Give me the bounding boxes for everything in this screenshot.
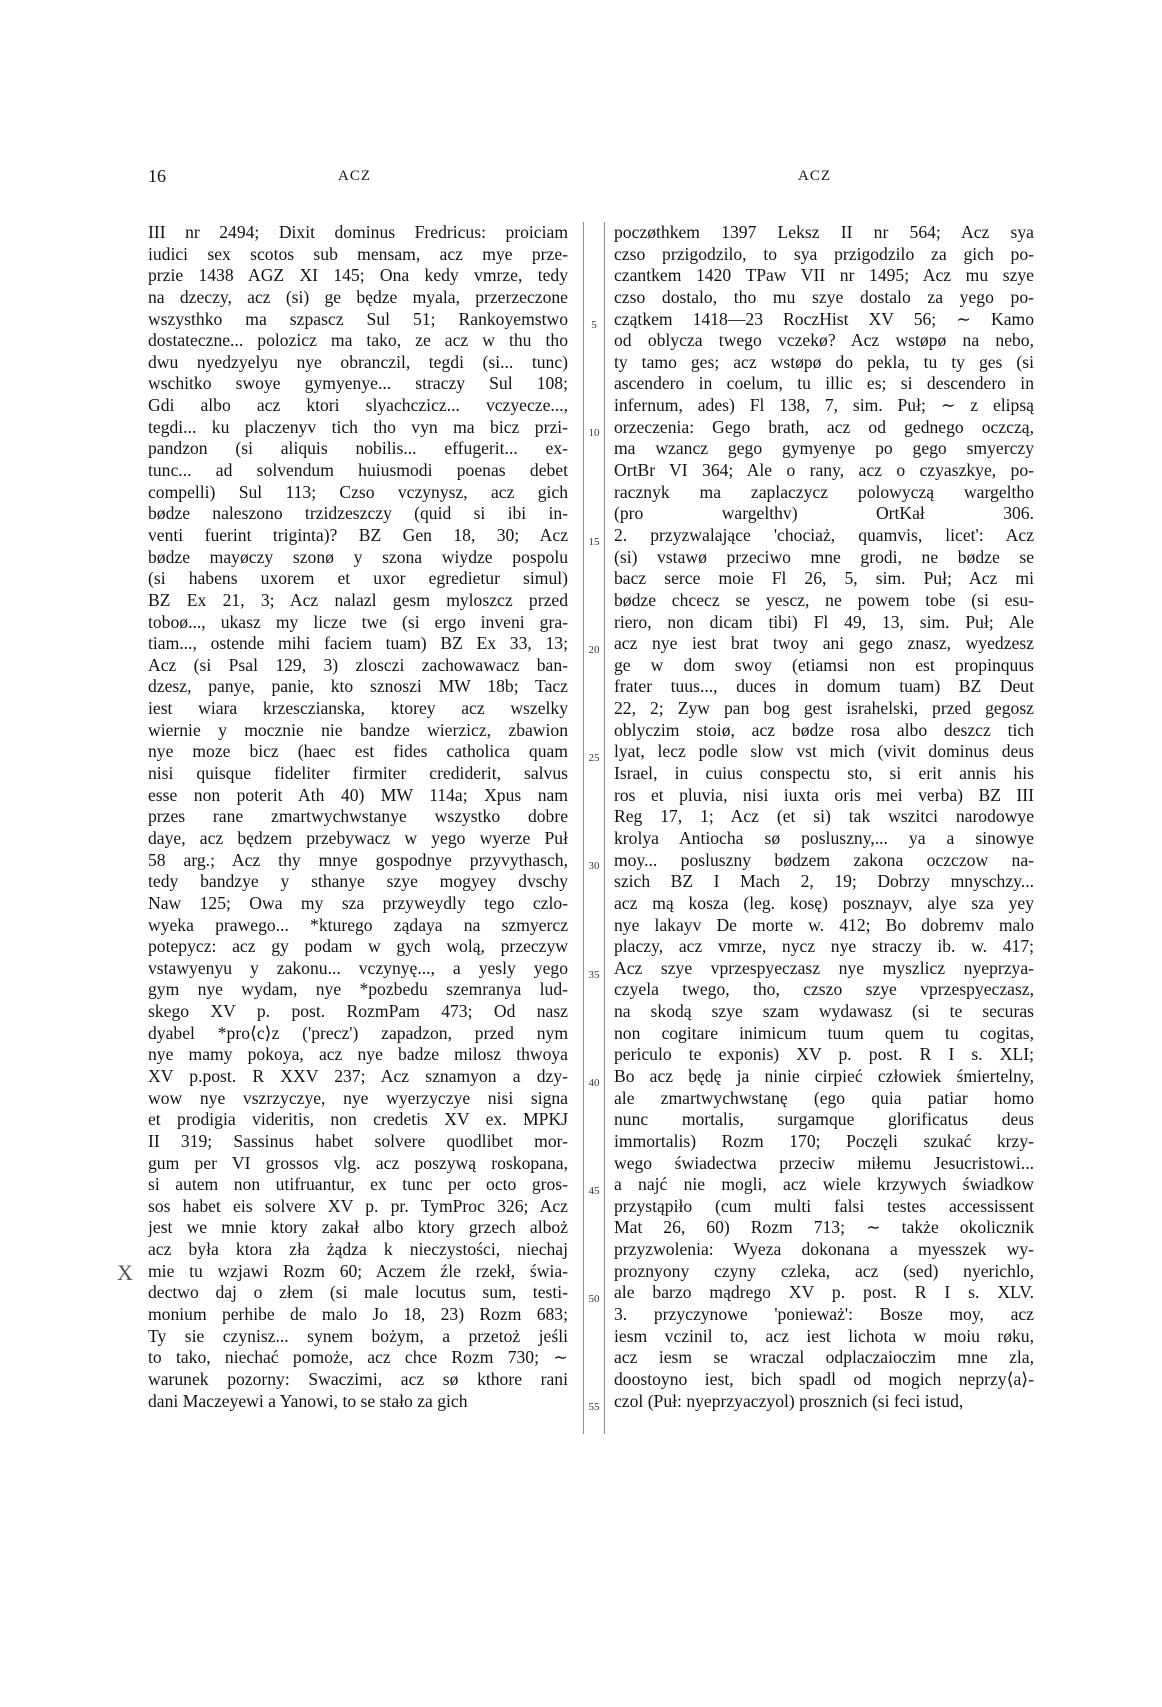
- text-line: skego XV p. post. RozmPam 473; Od nasz: [148, 1001, 568, 1022]
- text-line: III nr 2494; Dixit dominus Fredricus: proiciam: [148, 222, 568, 242]
- text-line: sos habet eis solvere XV p. pr. TymProc 326; Acz: [148, 1195, 568, 1216]
- text-line: et prodigia videritis, non credetis XV ex. MPKJ: [148, 1109, 568, 1130]
- line-number: 45: [588, 1185, 600, 1197]
- text-line: 2. przyzwalające 'chociaż, quamvis, licet': Acz: [614, 524, 1034, 545]
- text-line: czantkem 1420 TPaw VII nr 1495; Acz mu szye: [614, 265, 1034, 286]
- text-line: lyat, lecz podle slow vst mich (vivit dominus deus: [614, 741, 1034, 762]
- text-line: gum per VI grossos vlg. acz poszywą roskopana,: [148, 1152, 568, 1173]
- text-line: (si) vstawø przeciwo mne grodi, ne bødze se: [614, 546, 1034, 567]
- text-line: gym nye wydam, nye *pozbedu szemranya lud-: [148, 979, 568, 1000]
- text-line: szich BZ I Mach 2, 19; Dobrzy mnyschzy...: [614, 871, 1034, 892]
- line-number: 40: [588, 1077, 600, 1089]
- text-line: riero, non dicam tibi) Fl 49, 13, sim. Puł; Ale: [614, 611, 1034, 632]
- text-line: tedy bandzye y sthanye szye mogyey dvschy: [148, 871, 568, 892]
- text-line: dectwo daj o złem (si male locutus sum, testi-: [148, 1282, 568, 1303]
- text-line: 58 arg.; Acz thy mnye gospodnye przyvythasch,: [148, 849, 568, 870]
- text-line: czyela twego, tho, czszo szye vprzespyeczasz,: [614, 979, 1034, 1000]
- text-line: nye lakayv De morte w. 412; Bo dobremv malo: [614, 914, 1034, 935]
- text-line: nisi quisque fideliter firmiter crediderit, salvus: [148, 763, 568, 784]
- text-line: dani Maczeyewi a Yanowi, to se stało za gich: [148, 1390, 468, 1411]
- text-line: Mat 26, 60) Rozm 713; ∼ także okolicznik: [614, 1217, 1034, 1238]
- text-line: przie 1438 AGZ XI 145; Ona kedy vmrze, tedy: [148, 265, 568, 286]
- text-line: OrtBr VI 364; Ale o rany, acz o czyaszkye, po-: [614, 460, 1034, 481]
- text-line: (pro wargelthv) OrtKał 306.: [614, 503, 1034, 524]
- text-line: Reg 17, 1; Acz (et si) tak wszitci narodowye: [614, 806, 1034, 827]
- text-line: a najć nie mogli, acz wiele krzywych świadkow: [614, 1174, 1034, 1195]
- text-line: ros et pluvia, nisi iuxta oris mei verba) BZ III: [614, 784, 1034, 805]
- text-line: dostateczne... polozicz ma tako, ze acz w thu tho: [148, 330, 568, 351]
- line-number: 20: [588, 644, 600, 656]
- line-number: 10: [588, 427, 600, 439]
- text-line: tegdi... ku placzenyv tich tho vyn ma bicz przi-: [148, 416, 568, 437]
- text-line: oblyczim stoiø, acz bødze rosa albo deszcz tich: [614, 719, 1034, 740]
- text-line: doostoyno iest, bich spadl od mogich neprzy⟨a⟩-: [614, 1368, 1034, 1389]
- text-line: przyzwolenia: Wyeza dokonana a myesszek wy-: [614, 1239, 1034, 1260]
- text-line: tiam..., ostende mihi faciem tuam) BZ Ex 33, 13;: [148, 633, 568, 654]
- right-text-column: [614, 222, 1034, 1412]
- text-line: venti fuerint triginta)? BZ Gen 18, 30; Acz: [148, 524, 568, 545]
- text-line: bacz serce moie Fl 26, 5, sim. Puł; Acz mi: [614, 568, 1034, 589]
- line-number: 30: [588, 860, 600, 872]
- text-line: czso przigodzilo, to sya przigodzilo za gich po-: [614, 243, 1034, 264]
- text-line: ale barzo mądrego XV p. post. R I s. XLV.: [614, 1282, 1034, 1303]
- line-number: 50: [588, 1293, 600, 1305]
- text-line: wyeka prawego... *kturego ządaya na szmyercz: [148, 914, 568, 935]
- text-line: przystąpiło (cum multi falsi testes accessissent: [614, 1195, 1034, 1216]
- text-line: wego świadectwa przeciw miłemu Jesucristowi...: [614, 1152, 1034, 1173]
- line-number: 25: [588, 752, 600, 764]
- text-line: acz nye iest brat twoy ani gego znasz, wyedzesz: [614, 633, 1034, 654]
- text-line: nye moze bicz (haec est fides catholica quam: [148, 741, 568, 762]
- line-number: 35: [588, 969, 600, 981]
- text-line: racznyk ma zaplaczycz polowyczą wargeltho: [614, 481, 1034, 502]
- text-line: 3. przyczynowe 'ponieważ': Bosze moy, acz: [614, 1304, 1034, 1325]
- text-line: wiernie y mocznie nie bandze wierzicz, zbawion: [148, 719, 568, 740]
- text-line: czso dostalo, tho mu szye dostalo za yego po-: [614, 286, 1034, 307]
- text-line: vstawyenyu y zakonu... vczynyę..., a yesly yego: [148, 957, 568, 978]
- line-number: 15: [588, 536, 600, 548]
- text-line: moy... posluszny bødzem zakona oczczow na-: [614, 849, 1034, 870]
- text-line: iest wiara krzesczianska, ktorey acz wszelky: [148, 698, 568, 719]
- text-line: ma wzancz gego gymyenye po gego smyerczy: [614, 438, 1034, 459]
- text-line: wszysthko ma szpascz Sul 51; Rankoyemstwo: [148, 308, 568, 329]
- page-number: 16: [148, 166, 166, 186]
- column-rule-right: [604, 222, 605, 1434]
- running-head-left: ACZ: [338, 168, 371, 184]
- text-line: Gdi albo acz ktori slyachczicz... vczyecze...,: [148, 395, 568, 416]
- text-line: (si habens uxorem et uxor egredietur simul): [148, 568, 568, 589]
- text-line: Israel, in cuius conspectu sto, si erit annis his: [614, 763, 1034, 784]
- text-line: przes rane zmartwychwstanye wszystko dobre: [148, 806, 568, 827]
- text-line: ale zmartwychwstanę (ego quia patiar homo: [614, 1087, 1034, 1108]
- text-line: poczøthkem 1397 Leksz II nr 564; Acz sya: [614, 222, 1034, 242]
- text-line: si autem non utifruantur, ex tunc per octo gros-: [148, 1174, 568, 1195]
- text-line: na dzeczy, acz (si) ge będze myala, przerzeczone: [148, 286, 568, 307]
- text-line: to tako, niechać pomoże, acz chce Rozm 730; ∼: [148, 1347, 568, 1368]
- text-line: Bo acz będę ja ninie cirpieć człowiek śmiertelny,: [614, 1065, 1034, 1086]
- left-text-column: [148, 222, 568, 1412]
- text-line: wow nye vszrzyczye, nye wyerzyczye nisi signa: [148, 1087, 568, 1108]
- text-line: infernum, ades) Fl 138, 7, sim. Puł; ∼ z elipsą: [614, 395, 1034, 416]
- text-line: czol (Puł: nyeprzyaczyol) prosznich (si feci istud,: [614, 1390, 964, 1411]
- text-line: esse non poterit Ath 40) MW 114a; Xpus nam: [148, 784, 568, 805]
- text-line: compelli) Sul 113; Czso vczynysz, acz gich: [148, 481, 568, 502]
- text-line: potepycz: acz gy podam w gych wolą, przeczyw: [148, 936, 568, 957]
- text-line: czątkem 1418—23 RoczHist XV 56; ∼ Kamo: [614, 308, 1034, 329]
- text-line: toboø..., ukasz my licze twe (si ergo inveni gra-: [148, 611, 568, 632]
- text-line: dwu nyedzyelyu nye obranczil, tegdi (si... tunc): [148, 351, 568, 372]
- column-rule-left: [583, 222, 584, 1434]
- text-line: 22, 2; Zyw pan bog gest israhelski, przed gegosz: [614, 698, 1034, 719]
- text-line: ge w dom swoy (etiamsi non est propinquus: [614, 654, 1034, 675]
- text-line: dyabel *pro⟨c⟩z ('precz') zapadzon, przed nym: [148, 1022, 568, 1043]
- text-line: II 319; Sassinus habet solvere quodlibet mor-: [148, 1130, 568, 1151]
- text-line: acz mą kosza (leg. kosę) posznayv, alye sza yey: [614, 892, 1034, 913]
- text-line: Naw 125; Owa my sza przyweydly tego czlo-: [148, 892, 568, 913]
- text-line: BZ Ex 21, 3; Acz nalazl gesm myloszcz przed: [148, 589, 568, 610]
- text-line: placzy, acz vmrze, nycz nye straczy ib. w. 417;: [614, 936, 1034, 957]
- text-line: orzeczenia: Gego brath, acz od gednego oczczą,: [614, 416, 1034, 437]
- text-line: ascendero in coelum, tu illic es; si descendero in: [614, 373, 1034, 394]
- text-line: bødze chcecz se yescz, ne powem tobe (si esu-: [614, 589, 1034, 610]
- text-line: iesm vczinil to, acz iest lichota w moiu røku,: [614, 1325, 1034, 1346]
- text-line: iudici sex scotos sub mensam, acz mye prze-: [148, 243, 568, 264]
- text-line: ty tamo ges; acz wstøpø do pekla, tu ty ges (si: [614, 351, 1034, 372]
- text-line: od oblycza twego vczekø? Acz wstøpø na nebo,: [614, 330, 1034, 351]
- text-line: bødze mayøczy szonø y szona wiydze pospolu: [148, 546, 568, 567]
- text-line: nunc mortalis, surgamque glorificatus deus: [614, 1109, 1034, 1130]
- line-number: 55: [588, 1401, 600, 1413]
- text-line: XV p.post. R XXV 237; Acz sznamyon a dzy-: [148, 1065, 568, 1086]
- text-line: bødze naleszono trzidzeszczy (quid si ibi in-: [148, 503, 568, 524]
- text-line: tunc... ad solvendum huiusmodi poenas debet: [148, 460, 568, 481]
- text-line: Acz (si Psal 129, 3) zlosczi zachowawacz ban-: [148, 654, 568, 675]
- text-line: immortalis) Rozm 170; Poczęli szukać krzy-: [614, 1130, 1034, 1151]
- text-line: dzesz, panye, panie, kto sznoszi MW 18b; Tacz: [148, 676, 568, 697]
- text-line: daye, acz będzem przebywacz w yego wyerze Puł: [148, 827, 568, 848]
- text-line: non cogitare inimicum tuum quem tu cogitas,: [614, 1022, 1034, 1043]
- text-line: Ty sie czynisz... synem bożym, a przetoż jeśli: [148, 1325, 568, 1346]
- line-number: 5: [591, 319, 597, 331]
- text-line: warunek pozorny: Swaczimi, acz sø kthore rani: [148, 1368, 568, 1389]
- text-line: krolya Antiocha sø posluszny,... ya a sinowye: [614, 827, 1034, 848]
- text-line: proznyony czyny czleka, acz (sed) nyerichlo,: [614, 1260, 1034, 1281]
- text-line: acz iesm se wraczal odplaczaioczim mne zla,: [614, 1347, 1034, 1368]
- text-line: jest we mnie ktory zakał albo ktory grzech alboż: [148, 1217, 568, 1238]
- text-line: acz była ktora zła żądza k nieczystości, niechaj: [148, 1239, 568, 1260]
- text-line: Acz szye vprzespyeczasz nye myszlicz nyeprzya-: [614, 957, 1034, 978]
- text-line: na skodą szye szam wydawasz (si te securas: [614, 1001, 1034, 1022]
- text-line: mie tu wzjawi Rozm 60; Aczem źle rzekł, świa-: [148, 1260, 568, 1281]
- text-line: periculo te exponis) XV p. post. R I s. XLI;: [614, 1044, 1034, 1065]
- margin-mark: X: [117, 1260, 133, 1285]
- text-line: pandzon (si aliquis nobilis... effugerit... ex-: [148, 438, 568, 459]
- running-head-right: ACZ: [798, 168, 831, 184]
- text-line: monium perhibe de malo Jo 18, 23) Rozm 683;: [148, 1304, 568, 1325]
- text-line: nye mamy pokoya, acz nye badze milosz thwoya: [148, 1044, 568, 1065]
- text-line: wschitko swoye gymyenye... straczy Sul 108;: [148, 373, 568, 394]
- text-line: frater tuus..., duces in domum tuam) BZ Deut: [614, 676, 1034, 697]
